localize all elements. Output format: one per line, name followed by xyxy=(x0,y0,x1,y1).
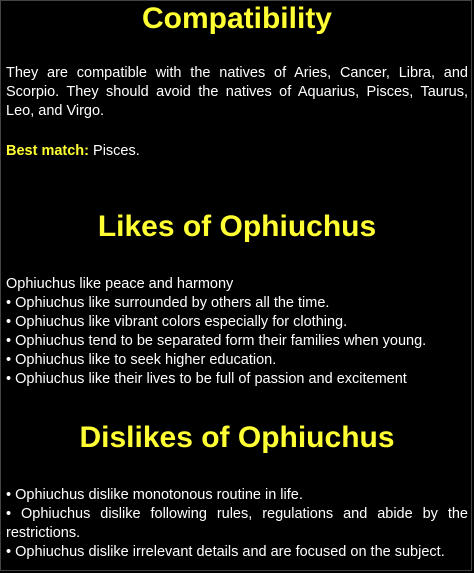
likes-heading: Likes of Ophiuchus xyxy=(97,210,377,243)
best-match-label: Best match: xyxy=(6,143,89,159)
best-match-line xyxy=(6,142,468,161)
compatibility-heading: Compatibility xyxy=(141,2,332,35)
list-item: • Ophiuchus tend to be separated form their families when young. xyxy=(6,333,427,349)
likes-intro: Ophiuchus like peace and harmony xyxy=(6,276,234,292)
dislikes-heading: Dislikes of Ophiuchus xyxy=(79,421,395,454)
list-item: • Ophiuchus like surrounded by others all the time. xyxy=(6,295,330,311)
likes-list xyxy=(6,294,468,389)
list-item: • Ophiuchus like vibrant colors especially for clothing. xyxy=(6,314,348,330)
list-item: • Ophiuchus like to seek higher education. xyxy=(6,352,277,368)
best-match-value: Pisces. xyxy=(89,143,140,159)
list-item: • Ophiuchus dislike irrelevant details and are focused on the subject. xyxy=(6,544,445,560)
list-item: • Ophiuchus like their lives to be full of passion and excitement xyxy=(6,371,407,387)
compatibility-text: They are compatible with the natives of Aries, Cancer, Libra, and Scorpio. They should avoid the natives of Aquarius, Pisces, Taurus, Leo, and Virgo. xyxy=(6,65,468,119)
list-item: • Ophiuchus dislike monotonous routine in life. xyxy=(6,487,303,503)
list-item: • Ophiuchus dislike following rules, regulations and abide by the restrictions. xyxy=(6,506,468,541)
dislikes-list xyxy=(6,486,468,562)
